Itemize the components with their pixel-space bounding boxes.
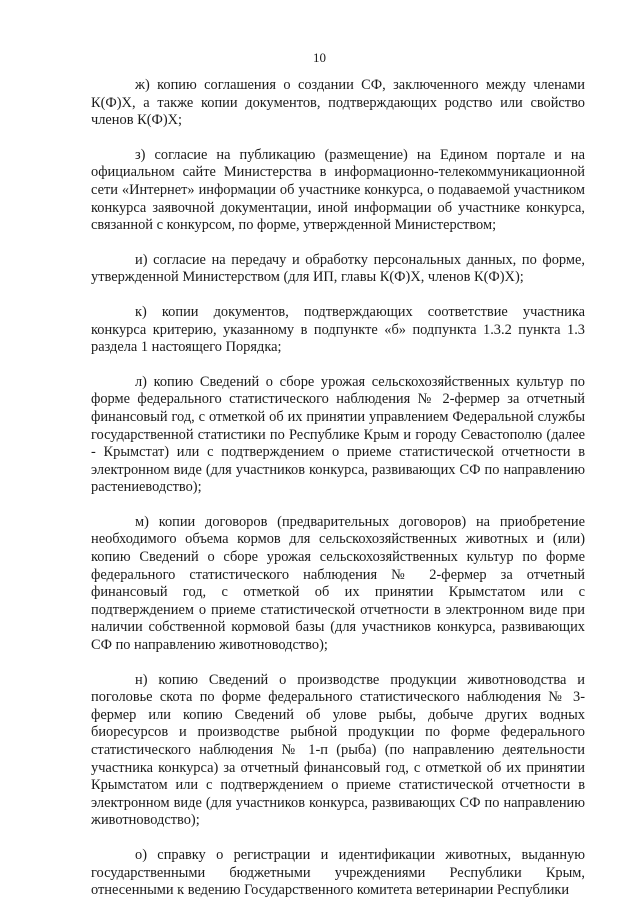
paragraph-z: з) согласие на публикацию (размещение) на Едином портале и на официальном сайте Министерства в информационно-телекоммуникационной сети «Интернет» информации об участнике конкурса, о подаваемой участником конкурса заявочной документации, иной информации об участнике конкурса, связанной с конкурсом, по форме, утвержденной Министерством; [91, 146, 585, 234]
page-number: 10 [313, 50, 326, 65]
paragraph-n: н) копию Сведений о производстве продукции животноводства и поголовье скота по форме федерального статистического наблюдения № 3-фермер или копию Сведений об улове рыбы, добыче других водных биоресурсов и производстве рыбной продукции по форме федерального статистического наблюдения № 1-п (рыба) (по направлению деятельности участника конкурса) за отчетный финансовый год, с отметкой об их принятии Крымстатом или с подтверждением о приеме статистической отчетности в электронном виде (для участников конкурса, развивающих СФ по направлению животноводство); [91, 671, 585, 829]
document-body [91, 77, 585, 900]
paragraph-o: о) справку о регистрации и идентификации животных, выданную государственными бюджетными учреждениями Республики Крым, отнесенными к ведению Государственного комитета ветеринарии Республики [91, 846, 585, 899]
paragraph-i: и) согласие на передачу и обработку персональных данных, по форме, утвержденной Министерством (для ИП, главы К(Ф)Х, членов К(Ф)Х); [91, 251, 585, 286]
paragraph-zh: ж) копию соглашения о создании СФ, заключенного между членами К(Ф)Х, а также копии документов, подтверждающих родство или свойство членов К(Ф)Х; [91, 77, 585, 129]
paragraph-m: м) копии договоров (предварительных договоров) на приобретение необходимого объема кормов для сельскохозяйственных животных и (или) копию Сведений о сборе урожая сельскохозяйственных культур по форме федерального статистического наблюдения № 2-фермер за отчетный финансовый год, с отметкой об их принятии Крымстатом или с подтверждением о приеме статистической отчетности в электронном виде при наличии собственной кормовой базы (для участников конкурса, развивающих СФ по направлению животноводство); [91, 513, 585, 654]
paragraph-l: л) копию Сведений о сборе урожая сельскохозяйственных культур по форме федерального статистического наблюдения № 2-фермер за отчетный финансовый год, с отметкой об их принятии управлением Федеральной службы государственной статистики по Республике Крым и городу Севастополю (далее - Крымстат) или с подтверждением о приеме статистической отчетности в электронном виде (для участников конкурса, развивающих СФ по направлению растениеводство); [91, 373, 585, 496]
paragraph-k: к) копии документов, подтверждающих соответствие участника конкурса критерию, указанному в подпункте «б» подпункта 1.3.2 пункта 1.3 раздела 1 настоящего Порядка; [91, 303, 585, 356]
